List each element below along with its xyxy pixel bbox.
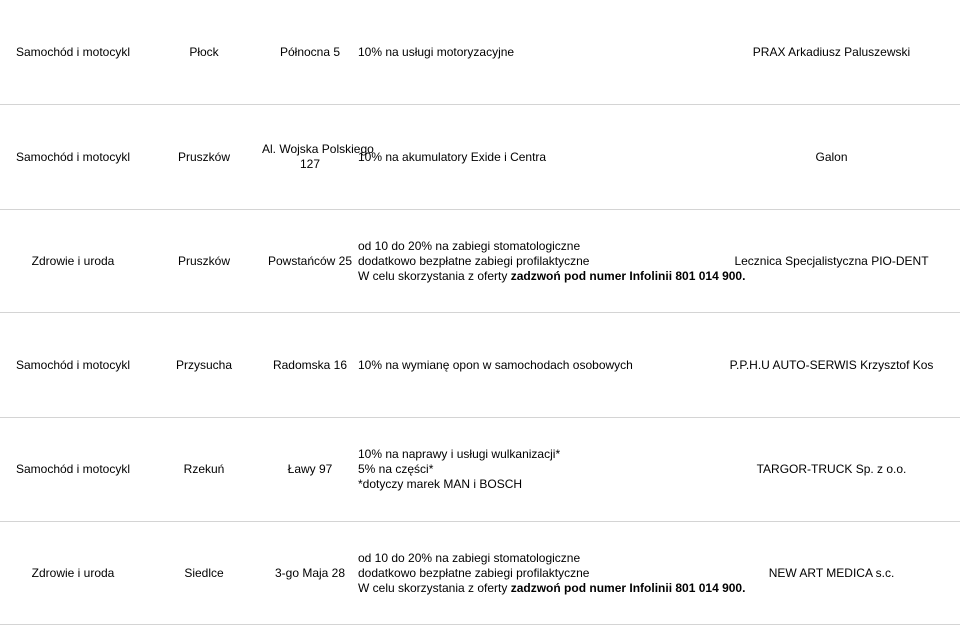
address-cell: Radomska 16 bbox=[262, 313, 358, 418]
description-line: dodatkowo bezpłatne zabiegi profilaktyczne bbox=[358, 253, 590, 268]
city-cell: Płock bbox=[146, 1, 262, 105]
address-cell: 3-go Maja 28 bbox=[262, 522, 358, 625]
hotline-prefix: W celu skorzystania z oferty bbox=[358, 268, 511, 283]
description-line: od 10 do 20% na zabiegi stomatologiczne bbox=[358, 238, 581, 253]
description-line: dodatkowo bezpłatne zabiegi profilaktyczne bbox=[358, 565, 590, 580]
partner-cell: PRAX Arkadiusz Paluszewski bbox=[703, 1, 960, 105]
description-cell bbox=[358, 313, 703, 418]
description-cell bbox=[358, 418, 703, 522]
category-cell: Samochód i motocykl bbox=[0, 105, 146, 210]
address-cell bbox=[262, 105, 374, 210]
city-cell: Pruszków bbox=[146, 210, 262, 313]
hotline-prefix: W celu skorzystania z oferty bbox=[358, 580, 511, 595]
description-cell bbox=[358, 105, 703, 210]
city-cell: Rzekuń bbox=[146, 418, 262, 522]
hotline-line bbox=[358, 268, 746, 284]
address-cell: Ławy 97 bbox=[262, 418, 358, 522]
address-line: 127 bbox=[299, 157, 321, 171]
description-line: 10% na naprawy i usługi wulkanizacji* bbox=[358, 447, 561, 461]
description-cell bbox=[358, 522, 746, 625]
partner-offers-table bbox=[0, 1, 960, 625]
table-row bbox=[0, 1, 960, 105]
description-line: 5% na części* bbox=[358, 462, 434, 476]
partner-cell: TARGOR-TRUCK Sp. z o.o. bbox=[703, 418, 960, 522]
category-cell: Zdrowie i uroda bbox=[0, 522, 146, 625]
partner-cell: Lecznica Specjalistyczna PIO-DENT bbox=[703, 210, 960, 313]
city-cell: Przysucha bbox=[146, 313, 262, 418]
table-row bbox=[0, 418, 960, 522]
category-cell: Zdrowie i uroda bbox=[0, 210, 146, 313]
description-cell bbox=[358, 1, 703, 105]
partner-cell: Galon bbox=[703, 105, 960, 210]
description-cell bbox=[358, 210, 746, 313]
partner-cell: NEW ART MEDICA s.c. bbox=[703, 522, 960, 625]
description-line: 10% na wymianę opon w samochodach osobowych bbox=[358, 357, 633, 372]
partner-cell: P.P.H.U AUTO-SERWIS Krzysztof Kos bbox=[703, 313, 960, 418]
hotline-number: zadzwoń pod numer Infolinii 801 014 900. bbox=[510, 268, 746, 283]
table-row bbox=[0, 210, 960, 313]
city-cell: Siedlce bbox=[146, 522, 262, 625]
category-cell: Samochód i motocykl bbox=[0, 313, 146, 418]
address-cell: Powstańców 25 bbox=[262, 210, 358, 313]
category-cell: Samochód i motocykl bbox=[0, 418, 146, 522]
description-line: 10% na usługi motoryzacyjne bbox=[358, 45, 515, 59]
table-row bbox=[0, 105, 960, 210]
table-row bbox=[0, 522, 960, 625]
description-line: od 10 do 20% na zabiegi stomatologiczne bbox=[358, 550, 581, 565]
address-cell: Północna 5 bbox=[262, 1, 358, 105]
address-line: Al. Wojska Polskiego bbox=[262, 142, 374, 156]
description-line: 10% na akumulatory Exide i Centra bbox=[358, 149, 547, 164]
hotline-line bbox=[358, 580, 746, 596]
description-line: *dotyczy marek MAN i BOSCH bbox=[358, 477, 523, 491]
city-cell: Pruszków bbox=[146, 105, 262, 210]
category-cell: Samochód i motocykl bbox=[0, 1, 146, 105]
table-row bbox=[0, 313, 960, 418]
hotline-number: zadzwoń pod numer Infolinii 801 014 900. bbox=[510, 580, 746, 595]
